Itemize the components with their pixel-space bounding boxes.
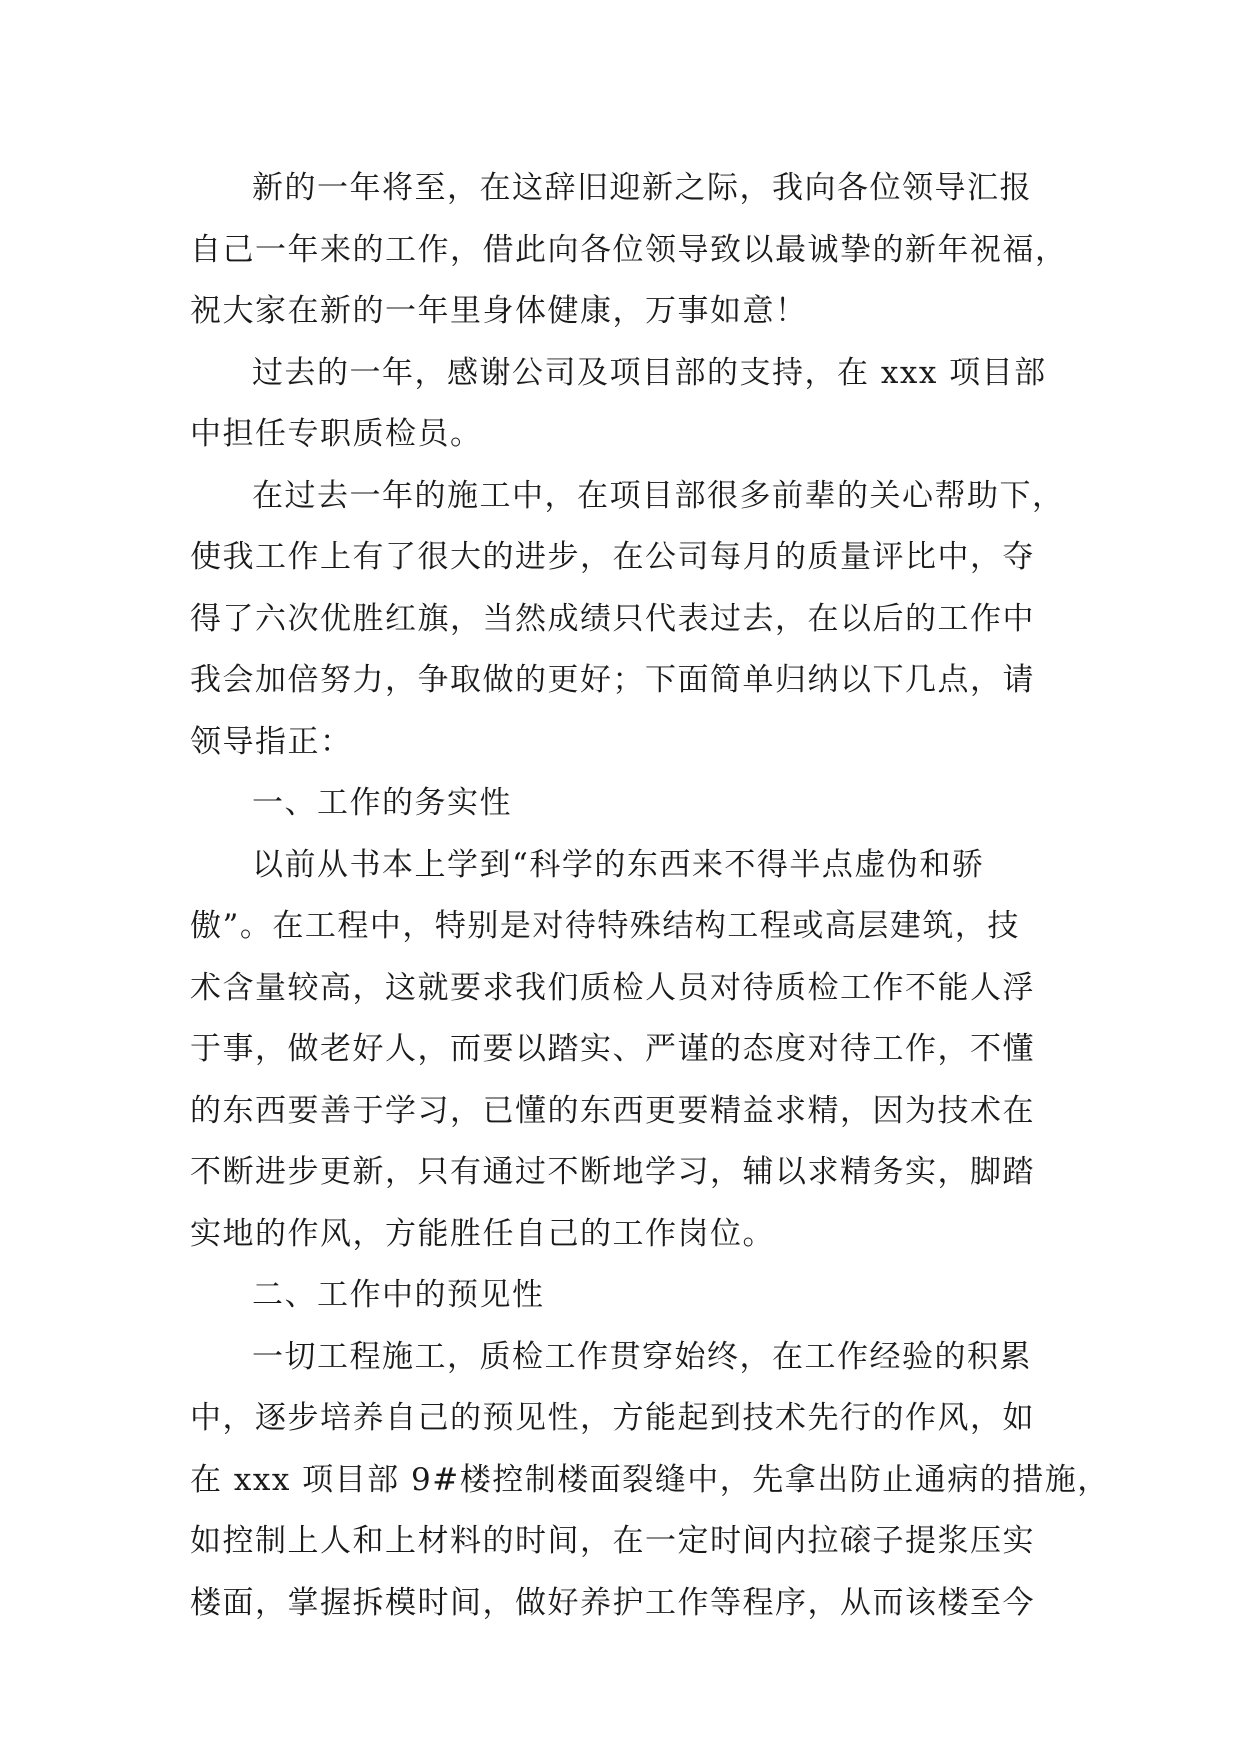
section-heading: 一、工作的务实性: [252, 785, 512, 821]
text-line: 以前从书本上学到“科学的东西来不得半点虚伪和骄: [252, 846, 985, 883]
text-line: 术含量较高，这就要求我们质检人员对待质检工作不能人浮: [190, 969, 1035, 1006]
text-line: 得了六次优胜红旗，当然成绩只代表过去，在以后的工作中: [190, 600, 1035, 637]
text-line: 不断进步更新，只有通过不断地学习，辅以求精务实，脚踏: [190, 1154, 1035, 1190]
text-line: 领导指正：: [190, 723, 353, 760]
text-line: 中担任专职质检员。: [190, 416, 483, 452]
text-line: 中，逐步培养自己的预见性，方能起到技术先行的作风，如: [190, 1400, 1035, 1436]
text-line: 楼面，掌握拆模时间，做好养护工作等程序，从而该楼至今: [190, 1584, 1035, 1621]
text-line: 的东西要善于学习，已懂的东西更要精益求精，因为技术在: [190, 1092, 1035, 1129]
text-line: 如控制上人和上材料的时间，在一定时间内拉磙子提浆压实: [190, 1523, 1035, 1559]
text-line: 我会加倍努力，争取做的更好；下面简单归纳以下几点，请: [190, 662, 1035, 698]
text-line: 在 xxx 项目部 9#楼控制楼面裂缝中，先拿出防止通病的措施，: [190, 1461, 1110, 1498]
section-heading: 二、工作中的预见性: [252, 1277, 545, 1313]
text-line: 实地的作风，方能胜任自己的工作岗位。: [190, 1215, 775, 1252]
text-line: 一切工程施工，质检工作贯穿始终，在工作经验的积累: [252, 1338, 1032, 1375]
text-line: 在过去一年的施工中，在项目部很多前辈的关心帮助下，: [252, 477, 1065, 514]
body-text: [190, 158, 1110, 1634]
text-line: 使我工作上有了很大的进步，在公司每月的质量评比中，夺: [190, 539, 1035, 575]
text-line: 过去的一年，感谢公司及项目部的支持，在 xxx 项目部: [252, 354, 1047, 391]
text-line: 于事，做老好人，而要以踏实、严谨的态度对待工作，不懂: [190, 1031, 1035, 1067]
text-line: 傲”。在工程中，特别是对待特殊结构工程或高层建筑，技: [190, 908, 1020, 944]
text-line: 祝大家在新的一年里身体健康，万事如意！: [190, 293, 808, 329]
text-line: 自己一年来的工作，借此向各位领导致以最诚挚的新年祝福，: [190, 231, 1068, 268]
text-line: 新的一年将至，在这辞旧迎新之际，我向各位领导汇报: [252, 170, 1032, 206]
